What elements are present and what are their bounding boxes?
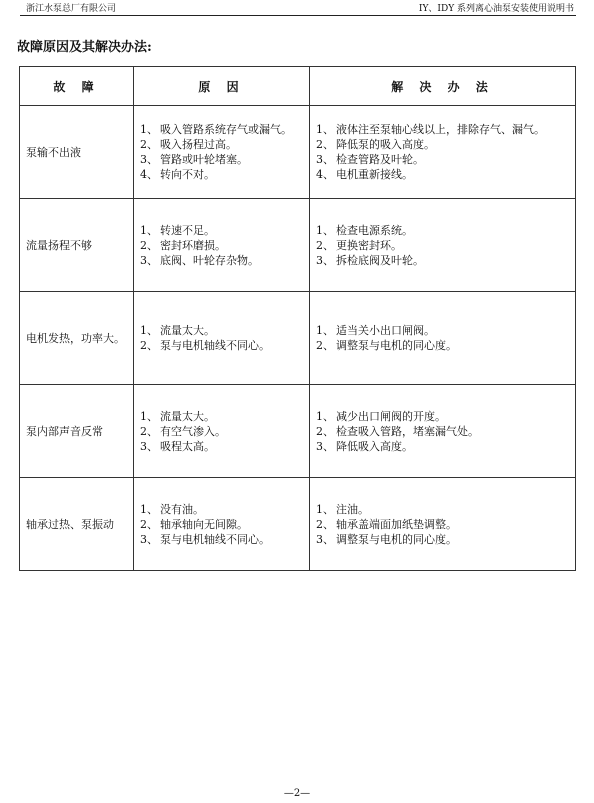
item-text: 吸程太高。 <box>160 439 215 453</box>
item-number: 2、 <box>140 424 158 438</box>
fault-cell: 电机发热，功率大。 <box>20 292 134 385</box>
item-text: 轴承盖端面加纸垫调整。 <box>336 517 457 531</box>
item-text: 更换密封环。 <box>336 238 402 252</box>
item-number: 3、 <box>316 253 334 267</box>
table-row <box>20 199 576 292</box>
item-number: 3、 <box>316 532 334 546</box>
item-number: 1、 <box>316 502 334 516</box>
solution-cell <box>310 478 576 571</box>
item-text: 管路或叶轮堵塞。 <box>160 153 248 166</box>
item-text: 检查管路及叶轮。 <box>336 153 424 166</box>
item-number: 1、 <box>316 123 334 136</box>
item-number: 3、 <box>140 153 158 166</box>
cause-item <box>140 502 308 517</box>
cause-item <box>140 122 308 137</box>
solution-cell <box>310 385 576 478</box>
page-number: —2— <box>283 788 311 799</box>
item-text: 降低泵的吸入高度。 <box>336 138 435 151</box>
item-number: 1、 <box>316 223 334 237</box>
item-text: 吸入管路系统存气或漏气。 <box>160 123 292 136</box>
solution-item <box>316 502 574 517</box>
item-number: 2、 <box>316 138 334 151</box>
item-text: 流量太大。 <box>160 409 215 423</box>
item-number: 2、 <box>316 424 334 438</box>
item-number: 4、 <box>316 168 334 181</box>
item-text: 吸入扬程过高。 <box>160 138 237 151</box>
item-number: 4、 <box>140 168 158 181</box>
item-number: 2、 <box>316 339 334 352</box>
item-number: 1、 <box>140 409 158 423</box>
cause-item <box>140 167 308 182</box>
item-text: 检查吸入管路，堵塞漏气处。 <box>336 424 479 438</box>
table-row <box>20 385 576 478</box>
item-number: 2、 <box>140 339 158 352</box>
cause-item <box>140 223 308 238</box>
item-text: 转向不对。 <box>160 168 215 181</box>
item-text: 转速不足。 <box>160 223 215 237</box>
item-text: 泵与电机轴线不同心。 <box>160 532 270 546</box>
cause-item <box>140 152 308 167</box>
cause-item <box>140 424 308 439</box>
solution-cell <box>310 199 576 292</box>
fault-cell: 流量扬程不够 <box>20 199 134 292</box>
solution-cell <box>310 106 576 199</box>
cause-cell <box>134 385 310 478</box>
solution-item <box>316 152 574 167</box>
item-text: 减少出口闸阀的开度。 <box>336 409 446 423</box>
item-number: 1、 <box>140 223 158 237</box>
column-header-solution: 解 决 办 法 <box>310 67 576 106</box>
cause-item <box>140 409 308 424</box>
cause-item <box>140 323 308 338</box>
item-number: 3、 <box>140 532 158 546</box>
cause-item <box>140 137 308 152</box>
item-text: 流量太大。 <box>160 324 215 337</box>
fault-cell: 泵内部声音反常 <box>20 385 134 478</box>
cause-item <box>140 253 308 268</box>
section-title: 故障原因及其解决办法: <box>17 40 152 55</box>
item-number: 1、 <box>316 409 334 423</box>
solution-item <box>316 223 574 238</box>
cause-cell <box>134 106 310 199</box>
solution-item <box>316 137 574 152</box>
item-text: 适当关小出口闸阀。 <box>336 324 435 337</box>
table-header-row <box>20 67 576 106</box>
table-row <box>20 106 576 199</box>
item-number: 2、 <box>316 517 334 531</box>
item-text: 泵与电机轴线不同心。 <box>160 339 270 352</box>
item-number: 1、 <box>140 123 158 136</box>
item-number: 2、 <box>140 238 158 252</box>
item-number: 3、 <box>140 439 158 453</box>
cause-item <box>140 517 308 532</box>
solution-item <box>316 167 574 182</box>
solution-item <box>316 517 574 532</box>
manual-title: IY、IDY 系列离心油泵安装使用说明书 <box>418 4 574 14</box>
item-text: 注油。 <box>336 502 369 516</box>
cause-item <box>140 439 308 454</box>
solution-item <box>316 439 574 454</box>
table-row <box>20 478 576 571</box>
item-text: 没有油。 <box>160 502 204 516</box>
company-name: 浙江水泵总厂有限公司 <box>26 4 117 14</box>
item-text: 检查电源系统。 <box>336 223 413 237</box>
cause-cell <box>134 199 310 292</box>
solution-item <box>316 253 574 268</box>
item-text: 调整泵与电机的同心度。 <box>336 339 457 352</box>
item-number: 1、 <box>140 502 158 516</box>
header-divider <box>20 15 576 16</box>
solution-item <box>316 532 574 547</box>
solution-item <box>316 238 574 253</box>
item-text: 液体注至泵轴心线以上，排除存气、漏气。 <box>336 123 545 136</box>
column-header-cause: 原 因 <box>134 67 310 106</box>
item-text: 密封环磨损。 <box>160 238 226 252</box>
fault-cell: 轴承过热、泵振动 <box>20 478 134 571</box>
item-text: 调整泵与电机的同心度。 <box>336 532 457 546</box>
fault-table <box>19 66 576 571</box>
item-number: 2、 <box>140 138 158 151</box>
item-text: 有空气渗入。 <box>160 424 226 438</box>
cause-item <box>140 338 308 353</box>
solution-item <box>316 122 574 137</box>
solution-item <box>316 338 574 353</box>
item-number: 3、 <box>140 253 158 267</box>
solution-cell <box>310 292 576 385</box>
table-row <box>20 292 576 385</box>
cause-item <box>140 532 308 547</box>
cause-cell <box>134 292 310 385</box>
item-text: 轴承轴向无间隙。 <box>160 517 248 531</box>
item-text: 降低吸入高度。 <box>336 439 413 453</box>
cause-item <box>140 238 308 253</box>
item-text: 电机重新接线。 <box>336 168 413 181</box>
table-body <box>20 106 576 571</box>
item-number: 3、 <box>316 439 334 453</box>
solution-item <box>316 323 574 338</box>
item-number: 2、 <box>316 238 334 252</box>
item-number: 3、 <box>316 153 334 166</box>
item-text: 拆检底阀及叶轮。 <box>336 253 424 267</box>
solution-item <box>316 409 574 424</box>
item-number: 2、 <box>140 517 158 531</box>
cause-cell <box>134 478 310 571</box>
item-number: 1、 <box>140 324 158 337</box>
item-number: 1、 <box>316 324 334 337</box>
item-text: 底阀、叶轮存杂物。 <box>160 253 259 267</box>
column-header-fault: 故 障 <box>20 67 134 106</box>
fault-cell: 泵输不出液 <box>20 106 134 199</box>
solution-item <box>316 424 574 439</box>
